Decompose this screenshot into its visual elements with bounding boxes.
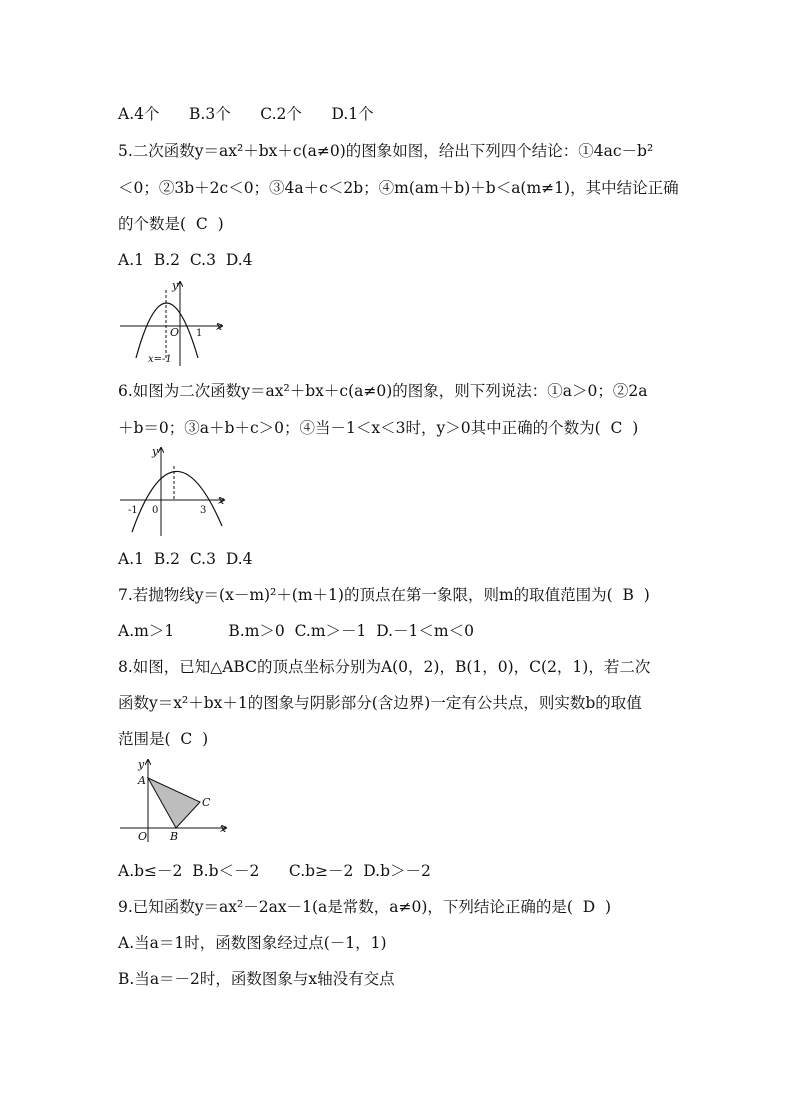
q8-stem-line-2: 函数y＝x²＋bx＋1的图象与阴影部分(含边界)一定有公共点，则实数b的取值 <box>118 694 642 712</box>
q6-parabola-figure <box>118 444 233 539</box>
vertex-b-label: B <box>170 830 179 843</box>
q8-stem-line-1: 8.如图，已知△ABC的顶点坐标分别为A(0，2)，B(1，0)，C(2，1)，若二次 <box>118 658 651 676</box>
parabola-curve <box>136 303 198 358</box>
one-label: 1 <box>196 328 203 339</box>
y-label: y <box>138 758 145 771</box>
origin-label: O <box>170 326 180 339</box>
y-label: y <box>152 445 159 458</box>
q6-stem-line-2: ＋b＝0；③a＋b＋c＞0；④当－1＜x＜3时，y＞0其中正确的个数为( C ) <box>118 419 639 437</box>
q5-stem-line-3: 的个数是( C ) <box>118 215 224 233</box>
x-label: x <box>216 320 223 333</box>
symmetry-label: x=-1 <box>148 354 172 365</box>
shaded-triangle <box>148 778 200 828</box>
q5-stem-line-1: 5.二次函数y＝ax²＋bx＋c(a≠0)的图象如图，给出下列四个结论：①4ac－b² <box>118 142 654 160</box>
q4-options: A.4个 B.3个 C.2个 D.1个 <box>118 105 374 123</box>
vertex-a-label: A <box>138 774 146 787</box>
three-label: 3 <box>200 505 207 516</box>
vertex-c-label: C <box>202 796 211 809</box>
q8-options: A.b≤－2 B.b＜－2 C.b≥－2 D.b＞－2 <box>118 862 431 880</box>
origin-label: 0 <box>152 505 159 516</box>
q6-stem-line-1: 6.如图为二次函数y＝ax²＋bx＋c(a≠0)的图象，则下列说法：①a＞0；②2a <box>118 382 648 400</box>
q5-parabola-figure <box>118 278 228 368</box>
q9-option-b: B.当a＝－2时，函数图象与x轴没有交点 <box>118 970 395 988</box>
q7-options: A.m＞1 B.m＞0 C.m＞－1 D.－1＜m＜0 <box>118 622 474 640</box>
parabola-curve <box>132 471 222 532</box>
q5-stem-line-2: ＜0；②3b＋2c＜0；③4a＋c＜2b；④m(am＋b)＋b＜a(m≠1)，其中结论正确 <box>118 179 679 197</box>
q6-options: A.1 B.2 C.3 D.4 <box>118 550 253 568</box>
q9-option-a: A.当a＝1时，函数图象经过点(－1，1) <box>118 934 387 952</box>
x-label: x <box>220 822 227 835</box>
y-label: y <box>172 279 179 292</box>
q7-stem-line-1: 7.若抛物线y＝(x－m)²＋(m＋1)的顶点在第一象限，则m的取值范围为( B ) <box>118 586 650 604</box>
q8-stem-line-3: 范围是( C ) <box>118 730 209 748</box>
neg-one-label: -1 <box>128 505 138 516</box>
q8-triangle-figure <box>118 756 233 846</box>
origin-label: O <box>138 830 148 843</box>
q5-options: A.1 B.2 C.3 D.4 <box>118 251 253 269</box>
q9-stem-line-1: 9.已知函数y＝ax²－2ax－1(a是常数，a≠0)，下列结论正确的是( D ) <box>118 898 612 916</box>
x-label: x <box>218 494 225 507</box>
